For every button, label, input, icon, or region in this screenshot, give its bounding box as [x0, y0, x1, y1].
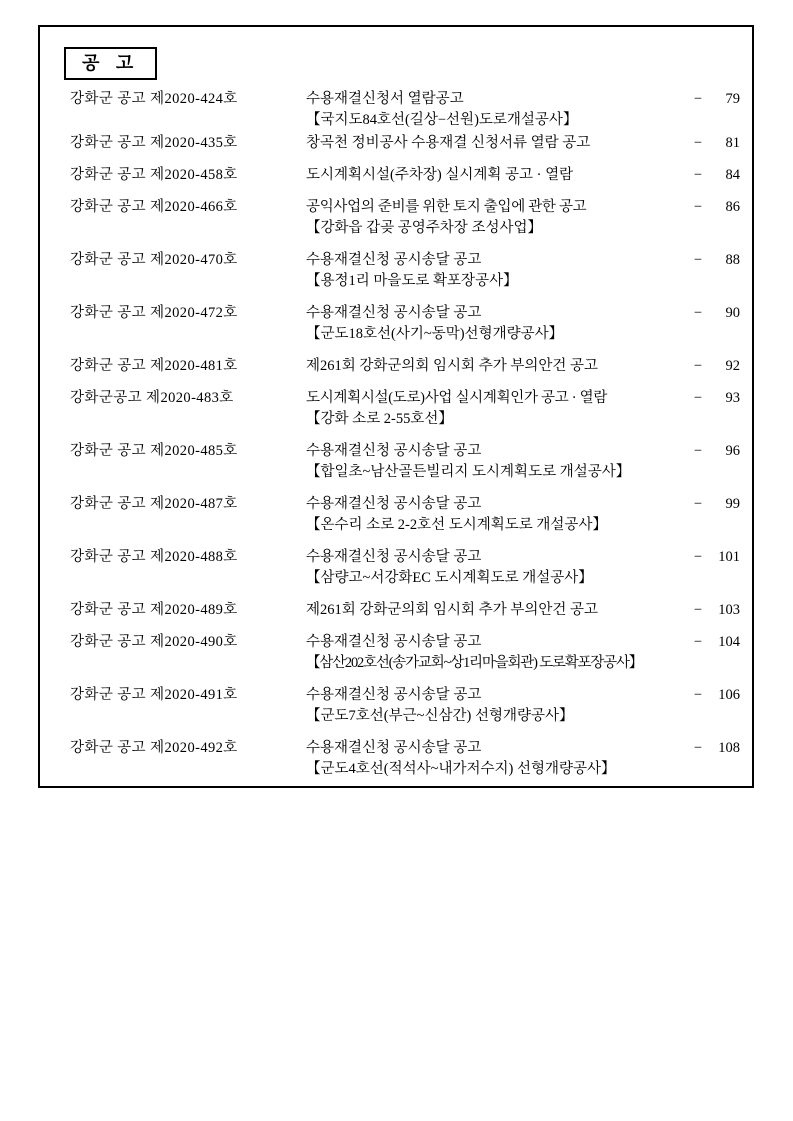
notice-title	[306, 356, 690, 377]
list-item[interactable]	[70, 250, 740, 292]
notice-title-line2: 【군도18호선(사기~동막)선형개량공사】	[306, 326, 564, 342]
page-number: 92	[725, 358, 740, 374]
page-number: 96	[725, 443, 740, 459]
list-item[interactable]	[70, 165, 740, 186]
list-item[interactable]	[70, 133, 740, 154]
list-item[interactable]	[70, 303, 740, 345]
notice-title-line1: 수용재결신청 공시송달 공고	[306, 549, 482, 565]
list-item[interactable]	[70, 388, 740, 430]
leader-dash: −	[693, 687, 703, 703]
notice-number: 강화군 공고 제2020-488호	[70, 549, 238, 565]
notice-number: 강화군 공고 제2020-489호	[70, 602, 238, 618]
notice-title	[306, 250, 690, 292]
notice-title-line1: 수용재결신청 공시송달 공고	[306, 496, 482, 512]
notice-title	[306, 632, 690, 674]
notice-number: 강화군 공고 제2020-472호	[70, 305, 238, 321]
notice-number: 강화군 공고 제2020-485호	[70, 443, 238, 459]
page-number: 103	[718, 602, 740, 618]
notice-title-line2: 【군도7호선(부근~신삼간) 선형개량공사】	[306, 708, 574, 724]
list-item[interactable]	[70, 89, 740, 131]
notice-title-line1: 수용재결신청 공시송달 공고	[306, 687, 482, 703]
notice-title-line2: 【국지도84호선(길상−선원)도로개설공사】	[306, 112, 578, 128]
notice-title	[306, 197, 690, 239]
page-number: 101	[718, 549, 740, 565]
list-item[interactable]	[70, 738, 740, 780]
notice-title	[306, 685, 690, 727]
notice-title	[306, 133, 690, 154]
notice-title	[306, 738, 690, 780]
notice-number: 강화군공고 제2020-483호	[70, 390, 234, 406]
leader-dash: −	[693, 167, 703, 183]
notice-title-line1: 도시계획시설(도로)사업 실시계획인가 공고 · 열람	[306, 390, 608, 406]
notice-title-line2: 【합일초~남산골든빌리지 도시계획도로 개설공사】	[306, 464, 631, 480]
notice-number: 강화군 공고 제2020-492호	[70, 740, 238, 756]
notice-number: 강화군 공고 제2020-490호	[70, 634, 238, 650]
notice-title-line1: 수용재결신청 공시송달 공고	[306, 740, 482, 756]
list-item[interactable]	[70, 494, 740, 536]
notice-title	[306, 494, 690, 536]
notice-title-line2: 【강화 소로 2-55호선】	[306, 411, 453, 427]
leader-dash: −	[693, 634, 703, 650]
page-number: 99	[725, 496, 740, 512]
page-number: 88	[725, 252, 740, 268]
leader-dash: −	[693, 305, 703, 321]
notice-title-line2: 【삼산202호선(송가교회~상1리마을회관) 도로확포장공사】	[306, 655, 643, 671]
page-number: 106	[718, 687, 740, 703]
leader-dash: −	[693, 740, 703, 756]
notice-title-line1: 제261회 강화군의회 임시회 추가 부의안건 공고	[306, 602, 598, 618]
notice-number: 강화군 공고 제2020-491호	[70, 687, 238, 703]
leader-dash: −	[693, 549, 703, 565]
notice-title-line1: 수용재결신청 공시송달 공고	[306, 443, 482, 459]
leader-dash: −	[693, 496, 703, 512]
notice-title-line2: 【강화읍 갑곶 공영주차장 조성사업】	[306, 220, 542, 236]
list-item[interactable]	[70, 441, 740, 483]
list-item[interactable]	[70, 632, 740, 674]
notice-title-line1: 창곡천 정비공사 수용재결 신청서류 열람 공고	[306, 135, 591, 151]
leader-dash: −	[693, 91, 703, 107]
page-number: 86	[725, 199, 740, 215]
page-number: 104	[718, 634, 740, 650]
notice-title	[306, 547, 690, 589]
notice-title	[306, 388, 690, 430]
notice-title-line2: 【용정1리 마을도로 확포장공사】	[306, 273, 518, 289]
content-frame	[38, 25, 754, 788]
notice-title-line1: 수용재결신청 공시송달 공고	[306, 252, 482, 268]
notice-title	[306, 600, 690, 621]
notice-number: 강화군 공고 제2020-466호	[70, 199, 238, 215]
table-of-contents	[40, 89, 752, 782]
notice-title	[306, 89, 690, 131]
page-number: 81	[725, 135, 740, 151]
list-item[interactable]	[70, 600, 740, 621]
notice-title-line1: 수용재결신청 공시송달 공고	[306, 634, 482, 650]
notice-number: 강화군 공고 제2020-470호	[70, 252, 238, 268]
leader-dash: −	[693, 390, 703, 406]
notice-title-line1: 제261회 강화군의회 임시회 추가 부의안건 공고	[306, 358, 598, 374]
page-number: 79	[725, 91, 740, 107]
notice-number: 강화군 공고 제2020-424호	[70, 91, 238, 107]
notice-title	[306, 165, 690, 186]
notice-title-line2: 【온수리 소로 2-2호선 도시계획도로 개설공사】	[306, 517, 607, 533]
list-item[interactable]	[70, 197, 740, 239]
leader-dash: −	[693, 443, 703, 459]
page-number: 84	[725, 167, 740, 183]
leader-dash: −	[693, 199, 703, 215]
notice-title-line1: 공익사업의 준비를 위한 토지 출입에 관한 공고	[306, 199, 587, 215]
list-item[interactable]	[70, 547, 740, 589]
notice-title-line1: 도시계획시설(주차장) 실시계획 공고 · 열람	[306, 167, 574, 183]
notice-title	[306, 441, 690, 483]
notice-title-line2: 【삼량고~서강화EC 도시계획도로 개설공사】	[306, 570, 593, 586]
notice-title	[306, 303, 690, 345]
page-number: 93	[725, 390, 740, 406]
notice-number: 강화군 공고 제2020-458호	[70, 167, 238, 183]
section-title-box	[64, 47, 157, 80]
notice-number: 강화군 공고 제2020-487호	[70, 496, 238, 512]
page-number: 90	[725, 305, 740, 321]
section-title: 공 고	[82, 53, 140, 73]
notice-title-line1: 수용재결신청서 열람공고	[306, 91, 464, 107]
notice-number: 강화군 공고 제2020-481호	[70, 358, 238, 374]
notice-title-line1: 수용재결신청 공시송달 공고	[306, 305, 482, 321]
leader-dash: −	[693, 602, 703, 618]
list-item[interactable]	[70, 685, 740, 727]
notice-number: 강화군 공고 제2020-435호	[70, 135, 238, 151]
list-item[interactable]	[70, 356, 740, 377]
leader-dash: −	[693, 252, 703, 268]
leader-dash: −	[693, 358, 703, 374]
page-number: 108	[718, 740, 740, 756]
leader-dash: −	[693, 135, 703, 151]
notice-title-line2: 【군도4호선(적석사~내가저수지) 선형개량공사】	[306, 761, 616, 777]
